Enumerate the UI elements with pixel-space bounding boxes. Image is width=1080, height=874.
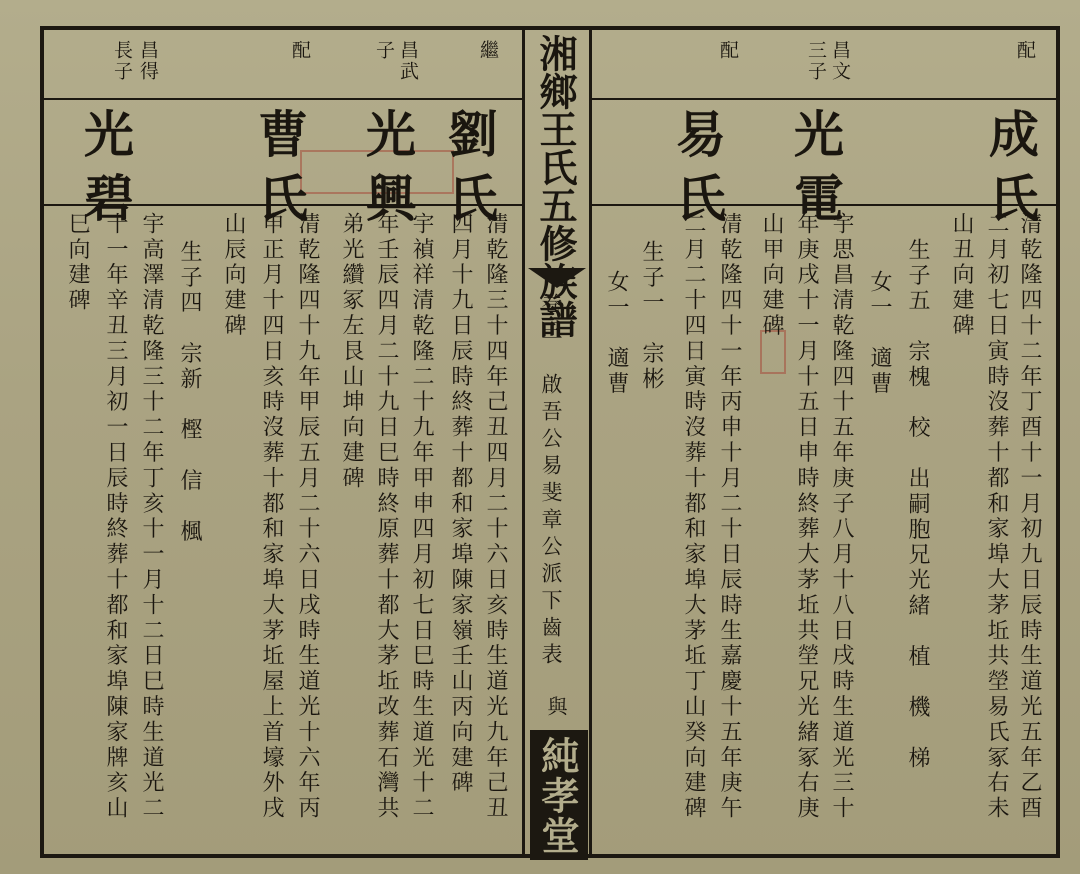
left-col2-text2: 年壬辰四月二十九日巳時終原葬十都大茅坵改葬石灣共 [374,212,399,822]
right-col3-text2: 二月二十四日寅時沒葬十都和家埠大茅坵丁山癸向建碑 [681,212,706,822]
book-title: 湘鄉王氏五修族譜 [533,34,578,338]
page-mark: 與 [544,696,568,716]
right-col3-top: 配 [717,40,739,60]
hall-name-box [530,730,588,860]
left-col1-text2: 四月十九日辰時終葬十都和家埠陳家嶺壬山丙向建碑 [448,212,473,797]
left-col4-top-b: 長子 [111,40,133,82]
left-col1-text1: 清乾隆三十四年己丑四月二十六日亥時生道光九年己丑 [483,212,508,822]
right-col2-kids1: 生子五 宗槐 校 出嗣胞兄光緒 植 機 梯 [905,238,930,772]
left-col4-text2: 十一年辛丑三月初一日辰時終葬十都和家埠陳家牌亥山 [103,212,128,822]
left-col2-text1: 宇禎祥清乾隆二十九年甲申四月初七日巳時生道光十二 [409,212,434,822]
right-col1-top: 配 [1014,40,1036,60]
left-col4-name: 光碧 [76,108,135,236]
right-col2-text2: 年庚戌十一月十五日申時終葬大茅坵共塋兄光緒冢右庚 [794,212,819,822]
right-col3-kids2: 女一 適曹 [604,270,629,397]
left-col3-text3: 山辰向建碑 [221,212,246,339]
left-col1-name: 劉氏 [440,108,499,236]
left-col1-top: 繼 [477,40,499,60]
right-col2-text1: 宇思昌清乾隆四十五年庚子八月十八日戌時生道光三十 [829,212,854,822]
right-col1-text3: 山丑向建碑 [949,212,974,339]
right-col1-name: 成氏 [981,108,1040,236]
left-col4-text1: 宇高澤清乾隆三十二年丁亥十一月十二日巳時生道光二 [139,212,164,822]
right-col2-kids2: 女一 適曹 [867,270,892,397]
right-col2-name: 光電 [786,108,845,236]
right-col3-text1: 清乾隆四十一年丙申十月二十日辰時生嘉慶十五年庚午 [717,212,742,822]
right-col2-top-a: 昌文 [829,40,851,82]
header-rule-right [592,98,1056,100]
left-col2-top-a: 昌武 [397,40,419,82]
left-col4-top-a: 昌得 [137,40,159,82]
left-col2-name: 光興 [358,108,417,236]
left-col3-text1: 清乾隆四十九年甲辰五月二十六日戌時生道光十六年丙 [295,212,320,822]
left-col3-kids1: 生子四 宗新 樫 信 楓 [177,240,202,545]
right-col3-name: 易氏 [668,108,727,236]
right-col2-text3: 山甲向建碑 [759,212,784,339]
right-col1-text2: 二月初七日寅時沒葬十都和家埠大茅坵共塋易氏冢右未 [984,212,1009,822]
left-col3-text2: 申正月十四日亥時沒葬十都和家埠大茅坵屋上首壕外戌 [259,212,284,822]
header-rule-left [44,98,524,100]
left-col4-text3: 巳向建碑 [65,212,90,314]
hall-name: 純孝堂 [535,736,580,856]
fish-tail-mark [528,268,586,288]
left-col3-name: 曹氏 [250,108,309,236]
volume-label: 卷三 啟吾公易斐章公派下齒表 [539,292,563,670]
right-col3-kids1: 生子一 宗彬 [639,240,664,393]
left-col3-top: 配 [289,40,311,60]
right-col1-text1: 清乾隆四十二年丁酉十一月初九日辰時生道光五年乙酉 [1017,212,1042,822]
left-col2-top-b: 子 [373,40,395,61]
right-col2-top-b: 三子 [805,40,827,82]
left-col2-text3: 弟光纘冢左艮山坤向建碑 [339,212,364,492]
